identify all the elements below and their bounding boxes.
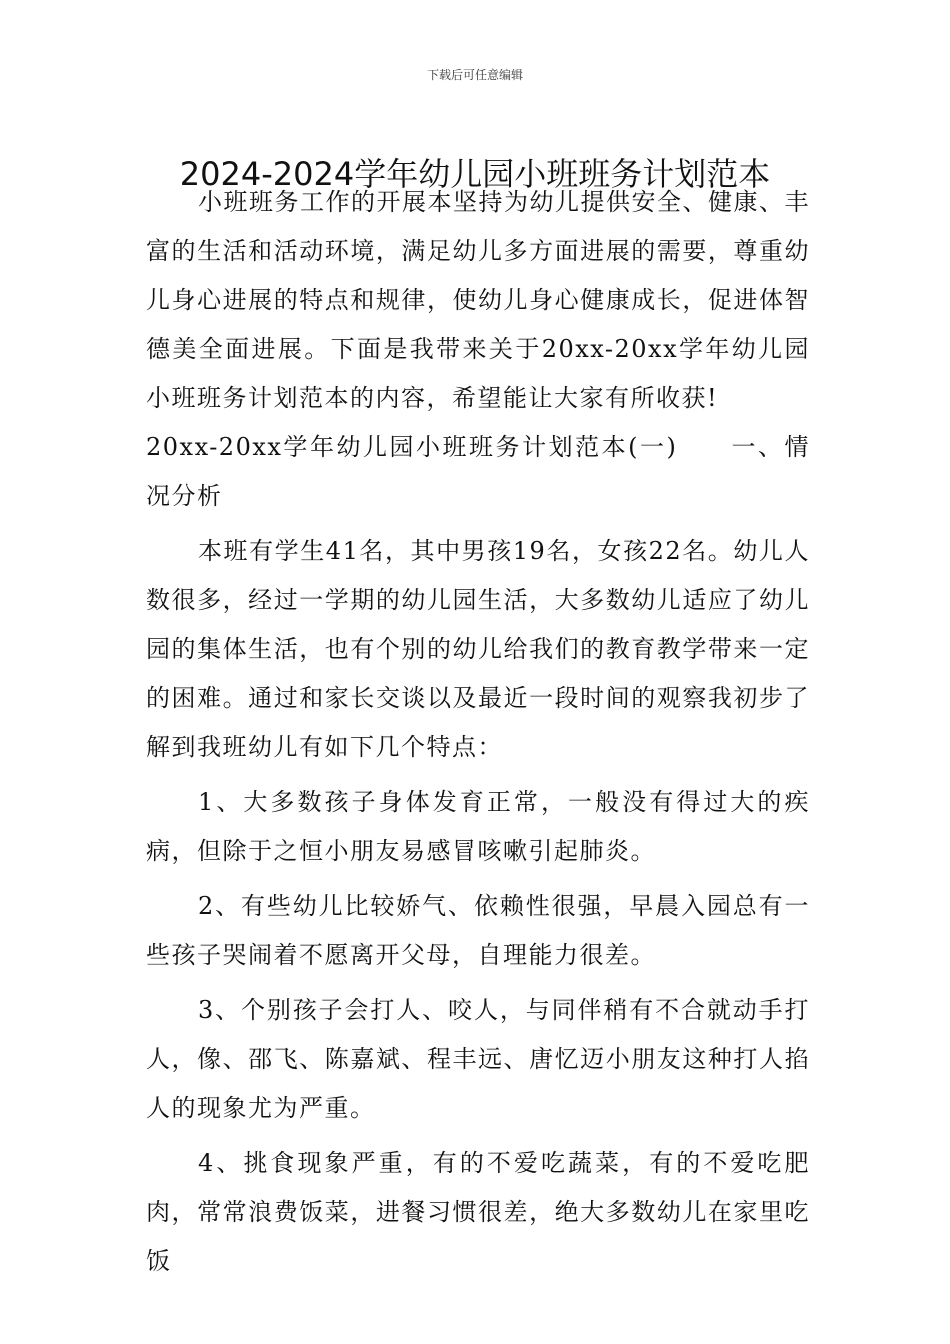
point-3-paragraph: 3、个别孩子会打人、咬人，与同伴稍有不合就动手打人，像、邵飞、陈嘉斌、程丰远、唐忆迈小朋友这种打人掐人的现象尤为严重。 [146,996,810,1122]
point-1-paragraph: 1、大多数孩子身体发育正常，一般没有得过大的疾病，但除于之恒小朋友易感冒咳嗽引起肺炎。 [146,788,810,865]
intro-paragraph: 小班班务工作的开展本坚持为幼儿提供安全、健康、丰富的生活和活动环境，满足幼儿多方面进展的需要，尊重幼儿身心进展的特点和规律，使幼儿身心健康成长，促进体智德美全面进展。下面是我带来关于20xx-20xx学年幼儿园小班班务计划范本的内容，希望能让大家有所收获! [146,188,810,412]
header-note: 下载后可任意编辑 [426,68,523,82]
point-2-paragraph: 2、有些幼儿比较娇气、依赖性很强，早晨入园总有一些孩子哭闹着不愿离开父母，自理能力很差。 [146,892,810,969]
section-heading: 20xx-20xx学年幼儿园小班班务计划范本(一) 一、情况分析 [146,433,810,510]
document-title: 2024-2024学年幼儿园小班班务计划范本 [179,155,771,194]
document-body [146,178,810,1286]
class-overview-paragraph: 本班有学生41名，其中男孩19名，女孩22名。幼儿人数很多，经过一学期的幼儿园生活，大多数幼儿适应了幼儿园的集体生活，也有个别的幼儿给我们的教育教学带来一定的困难。通过和家长交谈以及最近一段时间的观察我初步了解到我班幼儿有如下几个特点： [146,537,810,761]
point-4-paragraph: 4、挑食现象严重，有的不爱吃蔬菜，有的不爱吃肥肉，常常浪费饭菜，进餐习惯很差，绝大多数幼儿在家里吃饭 [146,1149,810,1275]
